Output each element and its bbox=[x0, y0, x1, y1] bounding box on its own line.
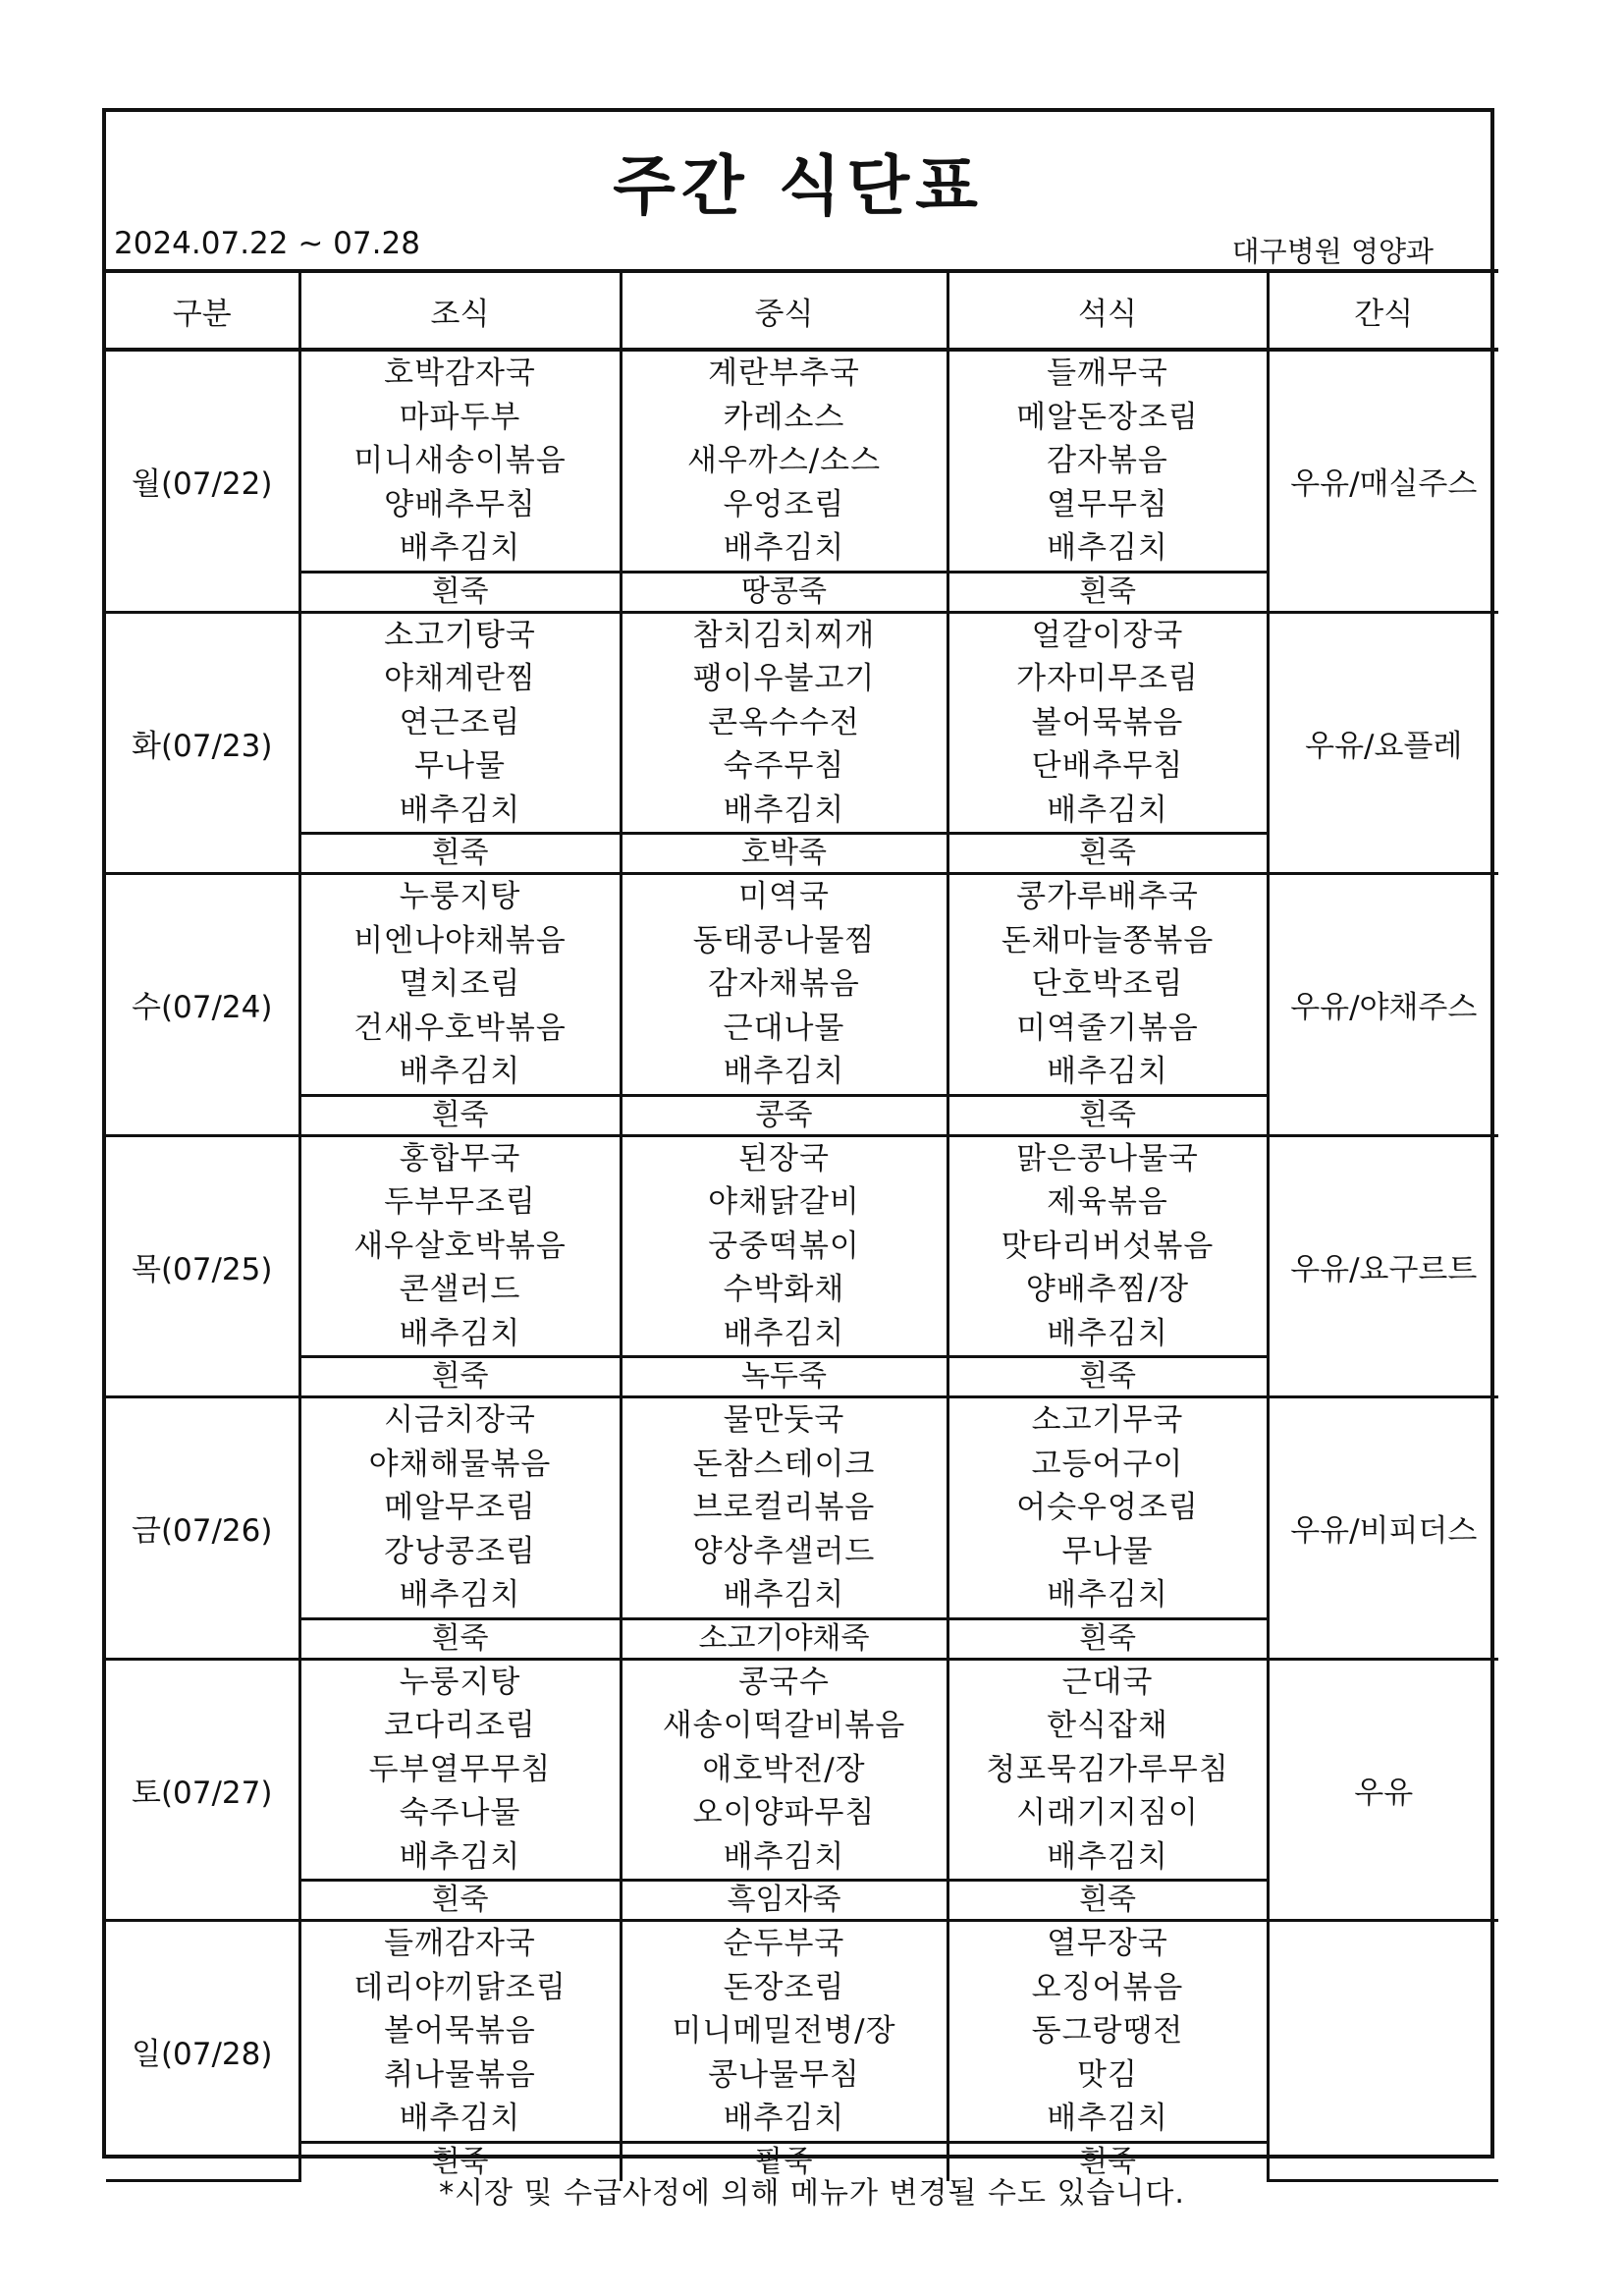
menu-item: 열무장국 bbox=[1047, 1926, 1168, 1961]
porridge-cell: 흰죽 bbox=[947, 2142, 1268, 2181]
menu-item: 소고기탕국 bbox=[384, 617, 536, 653]
snack-cell: 우유/야채주스 bbox=[1268, 874, 1498, 1136]
lunch-cell bbox=[621, 1397, 947, 1619]
menu-item: 메알무조림 bbox=[384, 1490, 536, 1525]
menu-item: 양배추무침 bbox=[384, 486, 536, 522]
menu-item: 취나물볶음 bbox=[384, 2056, 536, 2093]
menu-item: 새송이떡갈비볶음 bbox=[662, 1708, 906, 1743]
menu-item: 두부무조림 bbox=[384, 1184, 536, 1220]
lunch-items bbox=[623, 352, 947, 571]
breakfast-cell bbox=[299, 1397, 621, 1619]
breakfast-items bbox=[301, 875, 620, 1094]
snack-cell bbox=[1268, 1921, 1498, 2181]
lunch-items bbox=[623, 875, 947, 1094]
lunch-cell bbox=[621, 1659, 947, 1881]
day-row bbox=[106, 350, 1498, 572]
dinner-items bbox=[949, 614, 1267, 833]
day-row bbox=[106, 1135, 1498, 1357]
menu-item: 숙주무침 bbox=[723, 748, 845, 784]
porridge-cell: 흰죽 bbox=[947, 1095, 1268, 1135]
menu-item: 오징어볶음 bbox=[1031, 1969, 1184, 2005]
menu-item: 배추김치 bbox=[1047, 1577, 1168, 1613]
menu-item: 숙주나물 bbox=[399, 1795, 521, 1831]
menu-item: 배추김치 bbox=[399, 1315, 521, 1351]
menu-item: 계란부추국 bbox=[708, 355, 860, 391]
menu-item: 들깨무국 bbox=[1047, 355, 1168, 391]
lunch-cell bbox=[621, 350, 947, 572]
menu-item: 배추김치 bbox=[1047, 1315, 1168, 1351]
menu-item: 야채계란찜 bbox=[384, 661, 536, 696]
menu-item: 시래기지짐이 bbox=[1016, 1795, 1199, 1831]
menu-item: 누룽지탕 bbox=[399, 879, 521, 914]
menu-item: 배추김치 bbox=[399, 1054, 521, 1089]
menu-item: 야채닭갈비 bbox=[708, 1184, 860, 1220]
porridge-cell: 호박죽 bbox=[621, 834, 947, 874]
header-snack: 간식 bbox=[1268, 271, 1498, 350]
lunch-items bbox=[623, 1922, 947, 2141]
porridge-cell: 콩죽 bbox=[621, 1095, 947, 1135]
lunch-cell bbox=[621, 1135, 947, 1357]
menu-item: 애호박전/장 bbox=[702, 1751, 866, 1787]
dinner-items bbox=[949, 352, 1267, 571]
breakfast-cell bbox=[299, 1135, 621, 1357]
menu-item: 멸치조림 bbox=[399, 966, 521, 1002]
porridge-cell: 흰죽 bbox=[299, 834, 621, 874]
menu-item: 미니메밀전병/장 bbox=[672, 2013, 896, 2049]
menu-item: 배추김치 bbox=[399, 2101, 521, 2136]
day-row bbox=[106, 1397, 1498, 1619]
menu-item: 궁중떡볶이 bbox=[708, 1228, 860, 1264]
menu-item: 카레소스 bbox=[723, 399, 845, 435]
menu-sheet bbox=[102, 108, 1494, 2179]
porridge-cell: 흰죽 bbox=[947, 1618, 1268, 1659]
menu-item: 시금치장국 bbox=[384, 1402, 536, 1438]
porridge-cell: 팥죽 bbox=[621, 2142, 947, 2181]
snack-cell: 우유/비피더스 bbox=[1268, 1397, 1498, 1660]
menu-item: 어슷우엉조림 bbox=[1016, 1490, 1199, 1525]
porridge-cell: 흰죽 bbox=[299, 1881, 621, 1921]
day-label: 목(07/25) bbox=[106, 1135, 299, 1397]
menu-item: 배추김치 bbox=[399, 792, 521, 828]
menu-item: 배추김치 bbox=[1047, 1838, 1168, 1875]
porridge-cell: 흰죽 bbox=[299, 1095, 621, 1135]
menu-item: 팽이우불고기 bbox=[692, 661, 876, 696]
day-row bbox=[106, 874, 1498, 1096]
lunch-cell bbox=[621, 874, 947, 1096]
menu-item: 콩나물무침 bbox=[708, 2056, 860, 2093]
dinner-cell bbox=[947, 1921, 1268, 2143]
porridge-cell: 흰죽 bbox=[947, 1881, 1268, 1921]
dinner-items bbox=[949, 1661, 1267, 1880]
snack-cell: 우유/요구르트 bbox=[1268, 1135, 1498, 1397]
breakfast-cell bbox=[299, 874, 621, 1096]
breakfast-cell bbox=[299, 350, 621, 572]
menu-item: 홍합무국 bbox=[399, 1140, 521, 1176]
menu-item: 배추김치 bbox=[399, 1577, 521, 1613]
menu-item: 한식잡채 bbox=[1047, 1708, 1168, 1743]
day-label: 토(07/27) bbox=[106, 1659, 299, 1921]
snack-cell: 우유/매실주스 bbox=[1268, 350, 1498, 612]
menu-item: 무나물 bbox=[414, 748, 506, 784]
menu-item: 호박감자국 bbox=[384, 355, 536, 391]
menu-item: 볼어묵볶음 bbox=[1031, 704, 1184, 740]
menu-item: 배추김치 bbox=[1047, 2101, 1168, 2136]
dinner-cell bbox=[947, 1659, 1268, 1881]
menu-item: 된장국 bbox=[738, 1140, 830, 1176]
porridge-cell: 흰죽 bbox=[299, 1357, 621, 1397]
dinner-cell bbox=[947, 1135, 1268, 1357]
date-range: 2024.07.22 ~ 07.28 bbox=[114, 226, 420, 261]
dinner-items bbox=[949, 1922, 1267, 2141]
menu-item: 배추김치 bbox=[723, 530, 845, 566]
menu-item: 돈채마늘쫑볶음 bbox=[1001, 922, 1215, 958]
menu-item: 동그랑땡전 bbox=[1031, 2013, 1184, 2049]
dinner-items bbox=[949, 875, 1267, 1094]
menu-item: 데리야끼닭조림 bbox=[353, 1969, 567, 2005]
menu-item: 양상추샐러드 bbox=[692, 1533, 876, 1569]
menu-item: 건새우호박볶음 bbox=[353, 1010, 567, 1046]
day-row bbox=[106, 1659, 1498, 1881]
header-lunch: 중식 bbox=[621, 271, 947, 350]
menu-item: 돈장조림 bbox=[723, 1969, 845, 2005]
breakfast-items bbox=[301, 1137, 620, 1356]
menu-item: 배추김치 bbox=[723, 1054, 845, 1089]
lunch-items bbox=[623, 614, 947, 833]
porridge-cell: 흑임자죽 bbox=[621, 1881, 947, 1921]
menu-item: 강낭콩조림 bbox=[384, 1533, 536, 1569]
menu-item: 미역줄기볶음 bbox=[1016, 1010, 1199, 1046]
header-row bbox=[106, 271, 1498, 350]
menu-item: 맑은콩나물국 bbox=[1016, 1140, 1199, 1176]
lunch-cell bbox=[621, 612, 947, 834]
breakfast-cell bbox=[299, 612, 621, 834]
menu-item: 근대국 bbox=[1061, 1664, 1154, 1700]
menu-item: 메알돈장조림 bbox=[1016, 399, 1199, 435]
menu-item: 연근조림 bbox=[399, 704, 521, 740]
menu-item: 콩가루배추국 bbox=[1016, 879, 1199, 914]
menu-item: 단호박조림 bbox=[1031, 966, 1184, 1002]
menu-item: 누룽지탕 bbox=[399, 1664, 521, 1700]
menu-item: 배추김치 bbox=[723, 792, 845, 828]
menu-item: 브로컬리볶음 bbox=[692, 1490, 876, 1525]
porridge-cell: 소고기야채죽 bbox=[621, 1618, 947, 1659]
lunch-cell bbox=[621, 1921, 947, 2143]
lunch-items bbox=[623, 1137, 947, 1356]
dinner-cell bbox=[947, 1397, 1268, 1619]
menu-item: 열무무침 bbox=[1047, 486, 1168, 522]
menu-item: 미역국 bbox=[738, 879, 830, 914]
menu-item: 배추김치 bbox=[723, 1315, 845, 1351]
menu-item: 소고기무국 bbox=[1031, 1402, 1184, 1438]
header-dinner: 석식 bbox=[947, 271, 1268, 350]
menu-item: 배추김치 bbox=[723, 2101, 845, 2136]
menu-item: 새우살호박볶음 bbox=[353, 1228, 567, 1264]
menu-body bbox=[106, 350, 1498, 2181]
breakfast-items bbox=[301, 1661, 620, 1880]
menu-item: 배추김치 bbox=[399, 530, 521, 566]
day-label: 화(07/23) bbox=[106, 612, 299, 874]
menu-item: 제육볶음 bbox=[1047, 1184, 1168, 1220]
menu-item: 마파두부 bbox=[399, 399, 521, 435]
menu-item: 비엔나야채볶음 bbox=[353, 922, 567, 958]
breakfast-items bbox=[301, 352, 620, 571]
day-label: 일(07/28) bbox=[106, 1921, 299, 2181]
menu-item: 동태콩나물찜 bbox=[692, 922, 876, 958]
dinner-cell bbox=[947, 612, 1268, 834]
porridge-cell: 흰죽 bbox=[299, 572, 621, 612]
menu-item: 배추김치 bbox=[723, 1577, 845, 1613]
menu-item: 오이양파무침 bbox=[692, 1795, 876, 1831]
menu-item: 참치김치찌개 bbox=[692, 617, 876, 653]
menu-item: 단배추무침 bbox=[1031, 748, 1184, 784]
title-area bbox=[106, 112, 1490, 269]
snack-cell: 우유 bbox=[1268, 1659, 1498, 1921]
porridge-cell: 흰죽 bbox=[947, 572, 1268, 612]
porridge-cell: 흰죽 bbox=[947, 834, 1268, 874]
menu-item: 배추김치 bbox=[1047, 530, 1168, 566]
department-label: 대구병원 영양과 bbox=[1231, 235, 1434, 268]
day-row bbox=[106, 1921, 1498, 2143]
menu-item: 배추김치 bbox=[399, 1838, 521, 1875]
breakfast-items bbox=[301, 1922, 620, 2141]
menu-item: 고등어구이 bbox=[1031, 1446, 1184, 1482]
header-breakfast: 조식 bbox=[299, 271, 621, 350]
breakfast-items bbox=[301, 614, 620, 833]
menu-item: 배추김치 bbox=[1047, 792, 1168, 828]
menu-item: 돈참스테이크 bbox=[692, 1446, 876, 1482]
menu-item: 콘옥수수전 bbox=[708, 704, 860, 740]
snack-cell: 우유/요플레 bbox=[1268, 612, 1498, 874]
day-label: 금(07/26) bbox=[106, 1397, 299, 1660]
porridge-cell: 흰죽 bbox=[947, 1357, 1268, 1397]
menu-item: 배추김치 bbox=[1047, 1054, 1168, 1089]
menu-item: 근대나물 bbox=[723, 1010, 845, 1046]
menu-item: 콘샐러드 bbox=[399, 1272, 521, 1307]
menu-item: 새우까스/소스 bbox=[686, 443, 882, 478]
header-category: 구분 bbox=[106, 271, 299, 350]
breakfast-cell bbox=[299, 1659, 621, 1881]
lunch-items bbox=[623, 1661, 947, 1880]
dinner-items bbox=[949, 1137, 1267, 1356]
menu-item: 두부열무무침 bbox=[368, 1751, 552, 1787]
breakfast-cell bbox=[299, 1921, 621, 2143]
page-title: 주간 식단표 bbox=[613, 148, 984, 224]
menu-item: 청포묵김가루무침 bbox=[986, 1751, 1229, 1787]
day-label: 월(07/22) bbox=[106, 350, 299, 612]
menu-item: 야채해물볶음 bbox=[368, 1446, 552, 1482]
footnote: *시장 및 수급사정에 의해 메뉴가 변경될 수도 있습니다. bbox=[439, 2176, 1185, 2211]
menu-item: 미니새송이볶음 bbox=[353, 443, 567, 478]
menu-item: 얼갈이장국 bbox=[1031, 617, 1184, 653]
dinner-cell bbox=[947, 874, 1268, 1096]
porridge-cell: 흰죽 bbox=[299, 1618, 621, 1659]
porridge-cell: 흰죽 bbox=[299, 2142, 621, 2181]
menu-item: 감자채볶음 bbox=[708, 966, 860, 1002]
dinner-items bbox=[949, 1398, 1267, 1617]
menu-item: 감자볶음 bbox=[1047, 443, 1168, 478]
menu-item: 양배추찜/장 bbox=[1025, 1272, 1190, 1307]
menu-item: 들깨감자국 bbox=[384, 1926, 536, 1961]
menu-item: 볼어묵볶음 bbox=[384, 2013, 536, 2049]
menu-item: 맛타리버섯볶음 bbox=[1001, 1228, 1215, 1264]
menu-table bbox=[106, 269, 1498, 2182]
menu-item: 무나물 bbox=[1061, 1533, 1154, 1569]
menu-item: 맛김 bbox=[1077, 2056, 1138, 2093]
day-row bbox=[106, 612, 1498, 834]
dinner-cell bbox=[947, 350, 1268, 572]
lunch-items bbox=[623, 1398, 947, 1617]
menu-item: 수박화채 bbox=[723, 1272, 845, 1307]
menu-item: 물만둣국 bbox=[723, 1402, 845, 1438]
breakfast-items bbox=[301, 1398, 620, 1617]
menu-item: 콩국수 bbox=[738, 1664, 830, 1700]
menu-item: 가자미무조림 bbox=[1016, 661, 1199, 696]
menu-item: 코다리조림 bbox=[384, 1708, 536, 1743]
menu-item: 순두부국 bbox=[723, 1926, 845, 1961]
menu-item: 배추김치 bbox=[723, 1838, 845, 1875]
porridge-cell: 땅콩죽 bbox=[621, 572, 947, 612]
menu-item: 우엉조림 bbox=[723, 486, 845, 522]
porridge-cell: 녹두죽 bbox=[621, 1357, 947, 1397]
day-label: 수(07/24) bbox=[106, 874, 299, 1136]
